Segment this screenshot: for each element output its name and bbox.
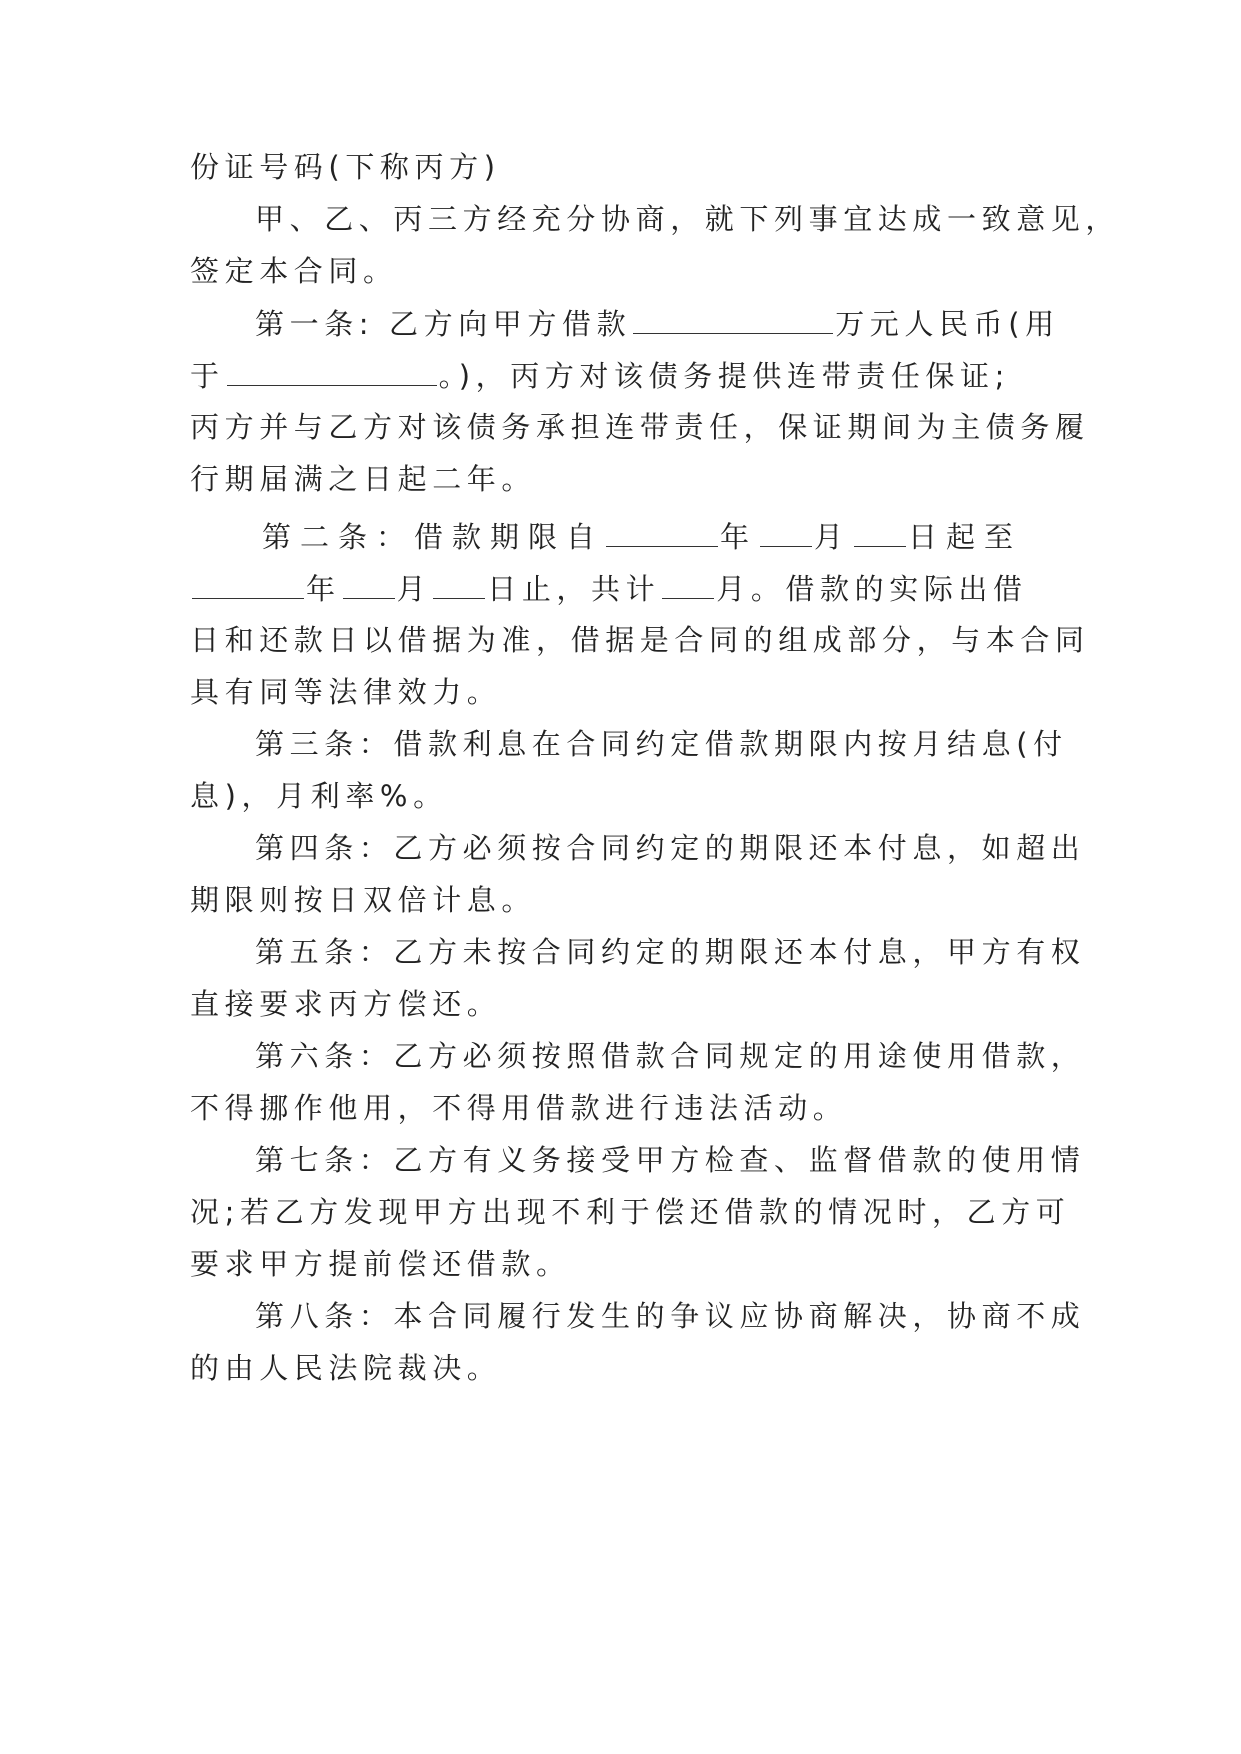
article-5-line-1: 第五条：乙方未按合同约定的期限还本付息，甲方有权 [255,935,1086,969]
article-6-line-2: 不得挪作他用，不得用借款进行违法活动。 [190,1091,848,1125]
article-2-line-3: 日和还款日以借据为准，借据是合同的组成部分，与本合同 [190,623,1090,657]
loan-amount-blank [633,303,833,334]
article-2-text-b: 年 [720,520,759,554]
article-3-line-2: 息)，月利率%。 [190,779,448,813]
text-line-preamble-2: 签定本合同。 [190,254,398,288]
article-2-text-c: 月 [814,520,853,554]
end-day-blank [433,568,485,599]
article-2-text-a: 第二条：借款期限自 [262,520,605,554]
article-7-line-1: 第七条：乙方有义务接受甲方检查、监督借款的使用情 [255,1143,1086,1177]
text-line-preamble-1: 甲、乙、丙三方经充分协商，就下列事宜达成一致意见， [255,202,1121,236]
article-1-line-3: 丙方并与乙方对该债务承担连带责任，保证期间为主债务履 [190,410,1090,444]
article-4-line-2: 期限则按日双倍计息。 [190,883,537,917]
article-8-line-2: 的由人民法院裁决。 [190,1351,502,1385]
article-2-text-e: 年 [306,572,341,606]
start-month-blank [760,516,812,547]
article-3-line-1: 第三条：借款利息在合同约定借款期限内按月结息(付 [255,727,1068,761]
article-2-line-1 [262,516,1050,556]
text-line-party-c-id: 份证号码(下称丙方) [190,150,501,184]
end-month-blank [343,568,395,599]
total-months-blank [662,568,714,599]
article-8-line-1: 第八条：本合同履行发生的争议应协商解决，协商不成 [255,1299,1086,1333]
article-2-text-h: 月。借款的实际出借 [716,572,1028,606]
article-7-line-3: 要求甲方提前偿还借款。 [190,1247,571,1281]
article-6-line-1: 第六条：乙方必须按照借款合同规定的用途使用借款， [255,1039,1086,1073]
article-4-line-1: 第四条：乙方必须按合同约定的期限还本付息，如超出 [255,831,1086,865]
article-2-text-d: 日起至 [908,520,1023,554]
article-1-text-d: 。)，丙方对该债务提供连带责任保证; [438,359,1010,393]
start-year-blank [606,516,718,547]
article-7-line-2: 况;若乙方发现甲方出现不利于偿还借款的情况时，乙方可 [190,1195,1071,1229]
article-2-line-4: 具有同等法律效力。 [190,675,502,709]
start-day-blank [854,516,906,547]
article-1-line-1 [255,303,1060,343]
end-year-blank [192,568,304,599]
article-1-text-c: 于 [190,359,225,393]
article-2-text-g: 日止，共计 [487,572,661,606]
article-1-text-a: 第一条: 乙方向甲方借款 [255,307,632,341]
article-1-text-b: 万元人民币(用 [835,307,1060,341]
article-2-text-f: 月 [396,572,432,606]
article-2-line-2 [190,568,1050,608]
article-1-line-2 [190,355,1050,395]
article-5-line-2: 直接要求丙方偿还。 [190,987,502,1021]
article-1-line-4: 行期届满之日起二年。 [190,462,537,496]
loan-purpose-blank [227,355,437,386]
